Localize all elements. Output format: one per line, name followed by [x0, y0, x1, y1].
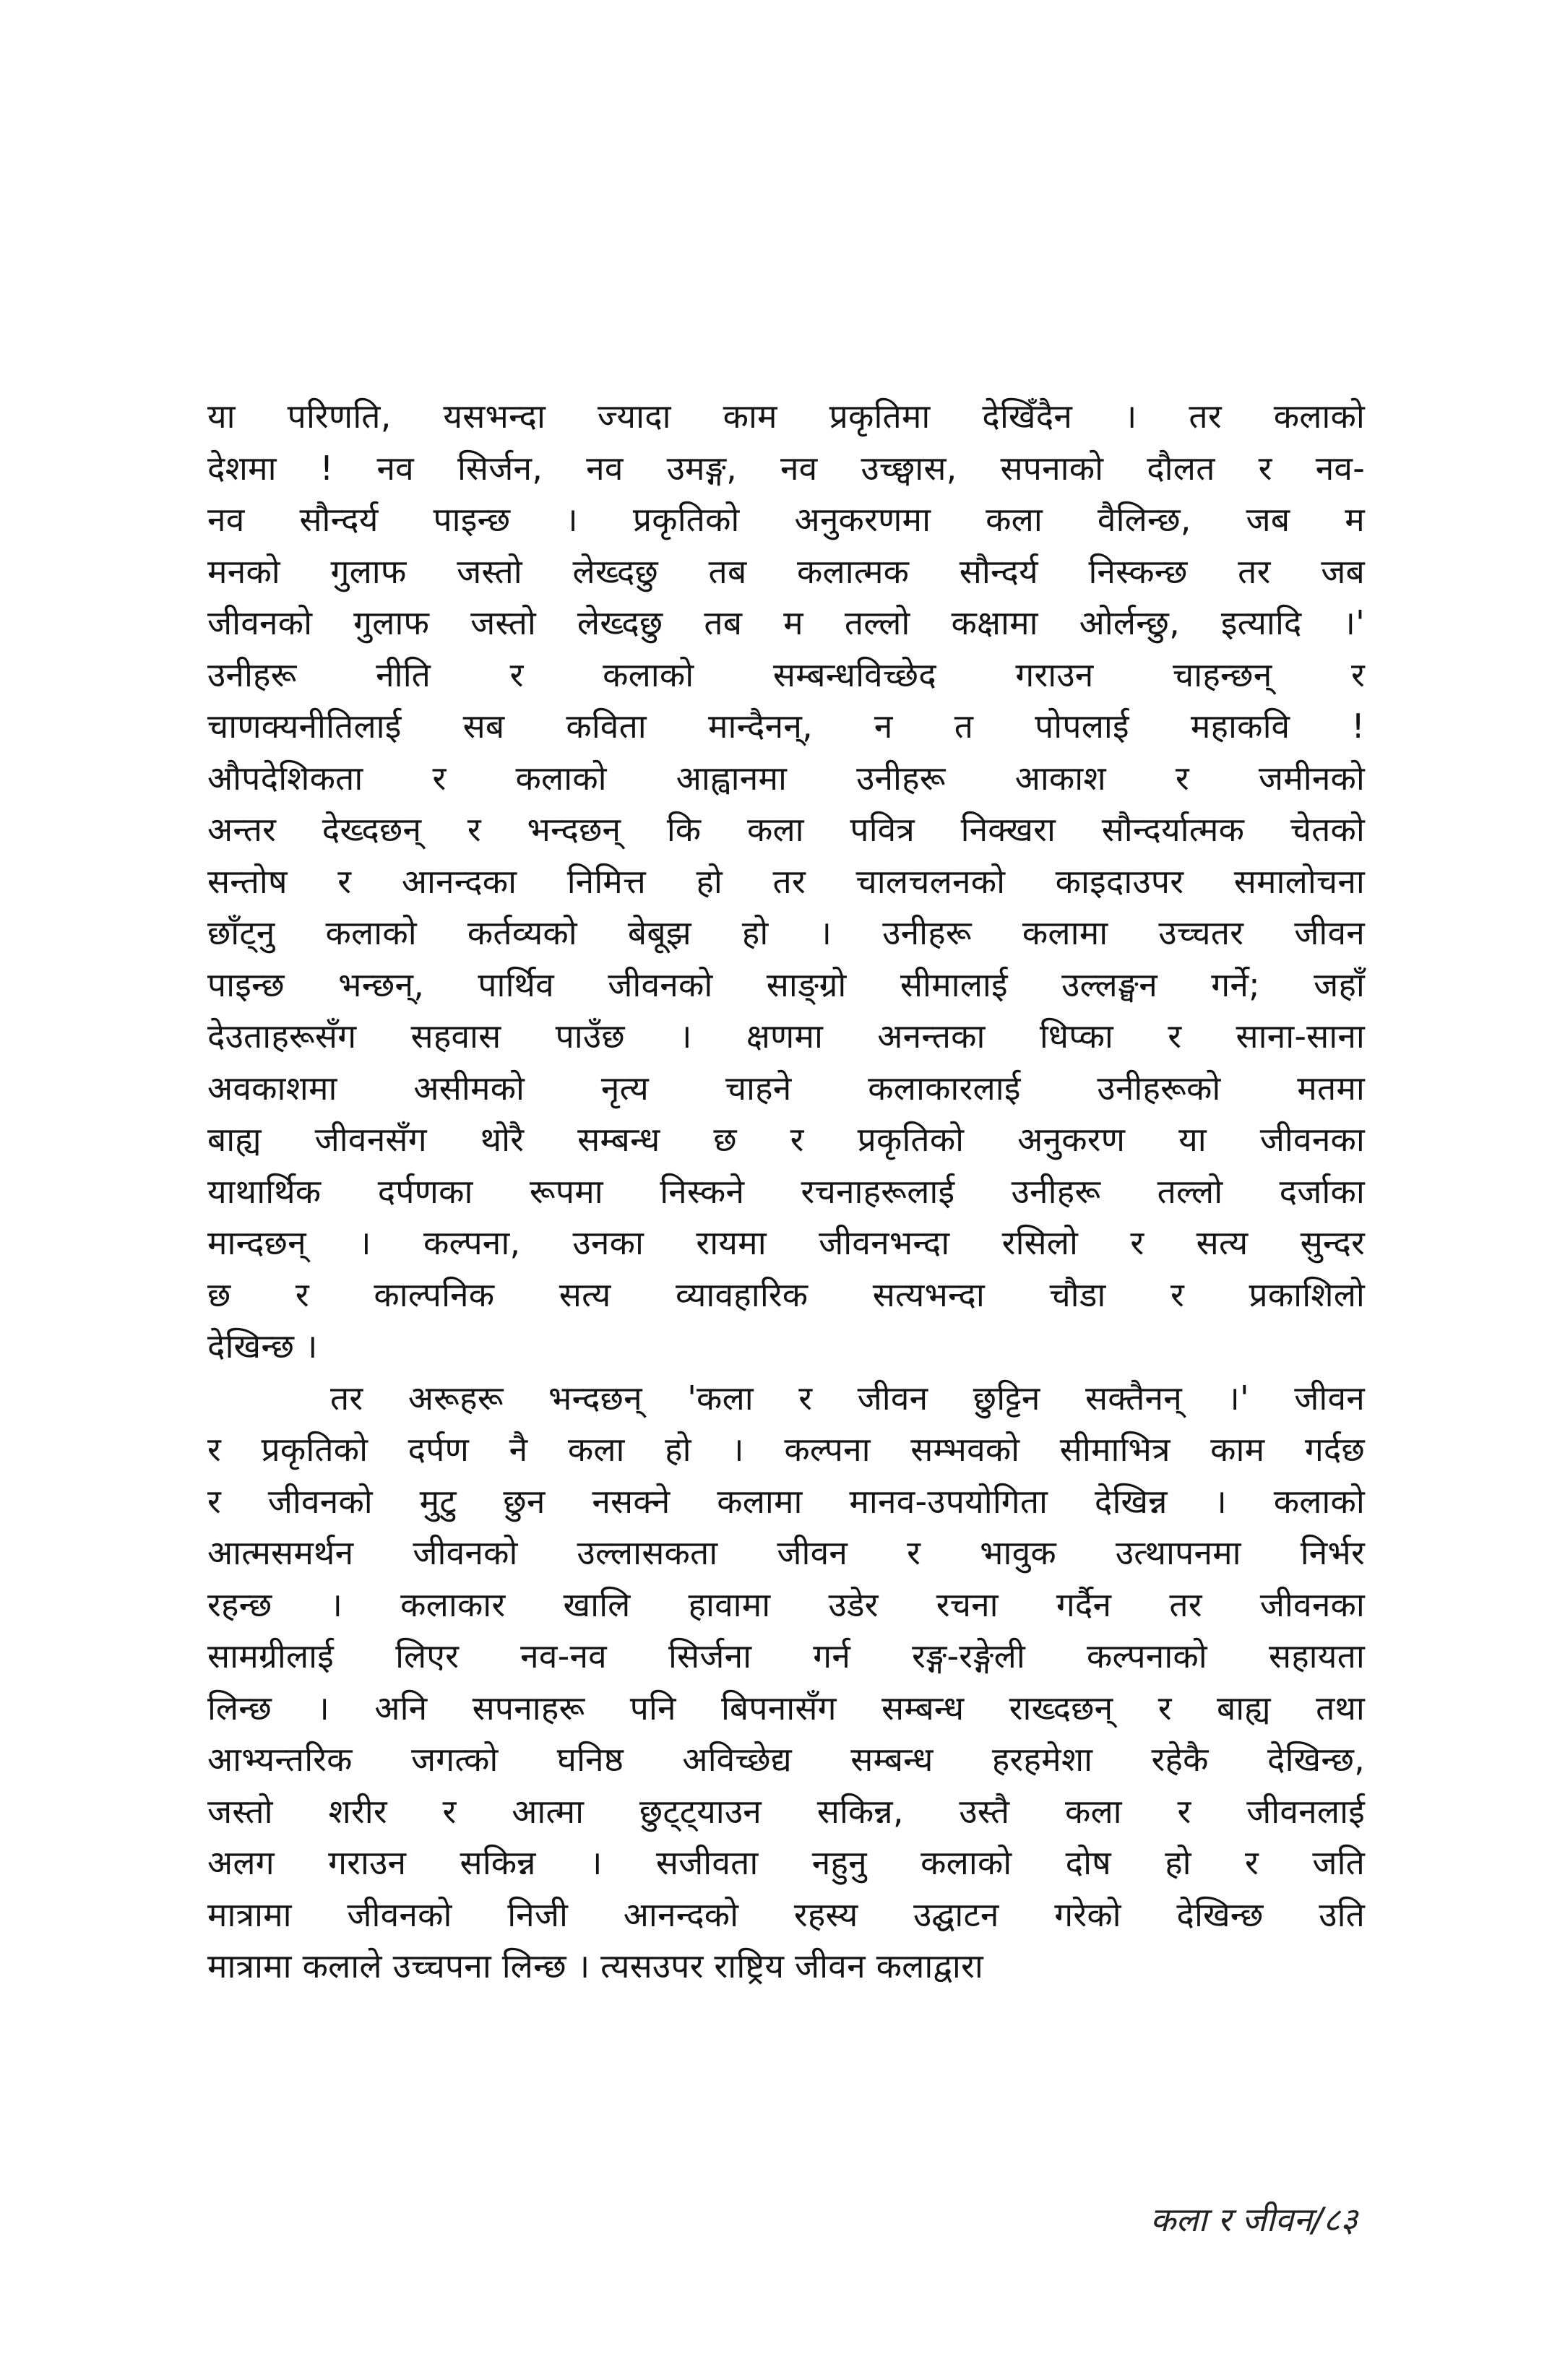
paragraph [207, 391, 1365, 1373]
text-line: आभ्यन्तरिक जगत्को घनिष्ठ अविच्छेद्य सम्बन्ध हरहमेशा रहेकै देखिन्छ, [207, 1740, 1365, 1779]
text-line: अवकाशमा असीमको नृत्य चाहने कलाकारलाई उनीहरूको मतमा [207, 1068, 1365, 1108]
page-footer [1150, 2196, 1358, 2241]
text-line: उनीहरू नीति र कलाको सम्बन्धविच्छेद गराउन चाहन्छन् र [207, 655, 1365, 694]
text-line: औपदेशिकता र कलाको आह्वानमा उनीहरू आकाश र जमीनको [207, 758, 1365, 798]
paragraph [207, 1373, 1365, 1993]
text-line: सन्तोष र आनन्दका निमित्त हो तर चालचलनको काइदाउपर समालोचना [207, 861, 1365, 901]
text-line: देशमा ! नव सिर्जन, नव उमङ्ग, नव उच्छ्वास, सपनाको दौलत र नव- [207, 448, 1365, 488]
text-line: मनको गुलाफ जस्तो लेख्दछु तब कलात्मक सौन्दर्य निस्कन्छ तर जब [207, 551, 1365, 591]
text-line: याथार्थिक दर्पणका रूपमा निस्कने रचनाहरूलाई उनीहरू तल्लो दर्जाका [207, 1171, 1365, 1211]
page-number: ८३ [1323, 2200, 1358, 2239]
text-line: तर अरूहरू भन्दछन् 'कला र जीवन छुट्टिन सक्तैनन् ।' जीवन [330, 1378, 1365, 1418]
footer-separator: / [1311, 2200, 1324, 2239]
text-line: अलग गराउन सकिन्न । सजीवता नहुनु कलाको दोष हो र जति [207, 1843, 1365, 1882]
body-text [207, 391, 1365, 1993]
text-line: छ र काल्पनिक सत्य व्यावहारिक सत्यभन्दा चौडा र प्रकाशिलो [207, 1275, 1365, 1314]
text-line: र प्रकृतिको दर्पण नै कला हो । कल्पना सम्भवको सीमाभित्र काम गर्दछ [207, 1430, 1365, 1469]
text-line: देखिन्छ । [207, 1327, 318, 1366]
text-line: सामग्रीलाई लिएर नव-नव सिर्जना गर्न रङ्ग-रङ्गेली कल्पनाको सहायता [207, 1637, 1365, 1676]
text-line: रहन्छ । कलाकार खालि हावामा उडेर रचना गर्दैन तर जीवनका [207, 1584, 1365, 1624]
text-line: र जीवनको मुटु छुन नसक्ने कलामा मानव-उपयोगिता देखिन्न । कलाको [207, 1481, 1365, 1521]
text-line: नव सौन्दर्य पाइन्छ । प्रकृतिको अनुकरणमा कला वैलिन्छ, जब म [207, 500, 1365, 539]
running-title: कला र जीवन [1150, 2200, 1312, 2239]
text-line: मान्दछन् । कल्पना, उनका रायमा जीवनभन्दा रसिलो र सत्य सुन्दर [207, 1223, 1365, 1262]
text-line: चाणक्यनीतिलाई सब कविता मान्दैनन्, न त पोपलाई महाकवि ! [207, 707, 1365, 746]
text-line: अन्तर देख्दछन् र भन्दछन् कि कला पवित्र निक्खरा सौन्दर्यात्मक चेतको [207, 810, 1365, 849]
text-line: देउताहरूसँग सहवास पाउँछ । क्षणमा अनन्तका धिप्का र साना-साना [207, 1017, 1365, 1056]
text-line: जीवनको गुलाफ जस्तो लेख्दछु तब म तल्लो कक्षामा ओर्लन्छु, इत्यादि ।' [207, 603, 1365, 642]
text-line: या परिणति, यसभन्दा ज्यादा काम प्रकृतिमा देखिँदैन । तर कलाको [207, 397, 1365, 436]
text-line: लिन्छ । अनि सपनाहरू पनि बिपनासँग सम्बन्ध राख्दछन् र बाह्य तथा [207, 1688, 1365, 1728]
text-line: आत्मसमर्थन जीवनको उल्लासकता जीवन र भावुक उत्थापनमा निर्भर [207, 1533, 1365, 1572]
text-line: बाह्य जीवनसँग थोरै सम्बन्ध छ र प्रकृतिको अनुकरण या जीवनका [207, 1120, 1365, 1159]
text-line: मात्रामा जीवनको निजी आनन्दको रहस्य उद्घाटन गरेको देखिन्छ उति [207, 1894, 1365, 1934]
text-line: जस्तो शरीर र आत्मा छुट्ट्याउन सकिन्न, उस्तै कला र जीवनलाई [207, 1791, 1365, 1831]
text-line: पाइन्छ भन्छन्, पार्थिव जीवनको साङ्ग्रो सीमालाई उल्लङ्घन गर्ने; जहाँ [207, 965, 1365, 1004]
text-line: मात्रामा कलाले उच्चपना लिन्छ । त्यसउपर राष्ट्रिय जीवन कलाद्वारा [207, 1946, 983, 1986]
text-line: छाँट्नु कलाको कर्तव्यको बेबूझ हो । उनीहरू कलामा उच्चतर जीवन [207, 913, 1365, 952]
